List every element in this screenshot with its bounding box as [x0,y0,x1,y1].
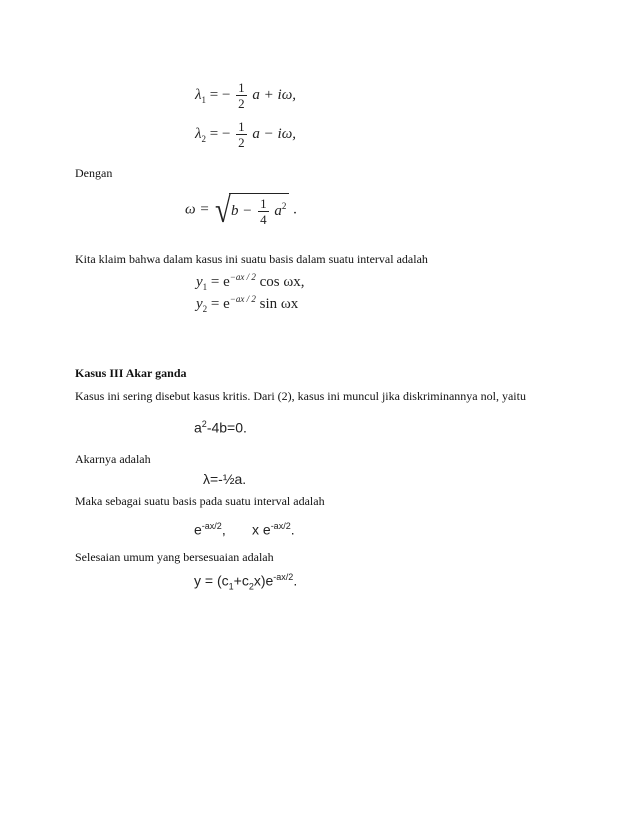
lambda-symbol: λ [195,86,202,103]
exponent: −ax / 2 [229,294,256,304]
text-dengan: Dengan [75,166,113,180]
text-akarnya: Akarnya adalah [75,452,151,466]
omega-lhs: ω = [185,201,210,218]
subscript: 2 [202,304,208,314]
equals-minus: = − [209,125,231,142]
sqrt-expression [213,192,289,228]
term-a: a [274,202,282,219]
fraction-half [236,80,247,111]
sqrt-icon: √ [215,190,232,230]
comma: , [221,521,226,538]
equation-y1 [196,272,305,292]
period: . [293,572,298,589]
numerator: 1 [238,119,245,134]
term-y-c: y = (c [194,572,229,589]
numerator: 1 [238,80,245,95]
equation-discriminant [194,419,247,436]
equals-e: = e [210,296,230,312]
denominator: 2 [238,135,245,150]
denominator: 2 [238,96,245,111]
equation-lambda-1 [195,80,296,111]
y-symbol: y [196,274,203,290]
text-selesaian: Selesaian umum yang bersesuaian adalah [75,550,274,564]
text-kita-klaim: Kita klaim bahwa dalam kasus ini suatu basis dalam suatu interval adalah [75,252,428,266]
equation-omega [185,192,297,228]
denominator: 4 [260,212,267,227]
equation-basis-1 [194,521,226,538]
equation-general-solution [194,572,297,591]
sqrt-body [229,193,289,227]
superscript: 2 [201,419,207,429]
equation-basis-2 [252,521,295,538]
exponent: -ax/2 [273,572,294,582]
numerator: 1 [260,196,267,211]
equation-y2 [196,294,298,314]
equation-root: λ=-½a. [203,471,247,487]
superscript: 2 [281,200,287,211]
rhs-term: a − iω, [252,125,297,142]
disc-rest: -4b=0. [206,419,247,436]
equals-minus: = − [209,86,231,103]
base-e: e [194,521,202,538]
exponent: −ax / 2 [229,272,256,282]
equals-e: = e [210,274,230,290]
rhs-term: a + iω, [252,86,297,103]
period: . [290,521,295,538]
cos-term: cos ωx, [259,274,305,290]
lambda-symbol: λ [195,125,202,142]
y-symbol: y [196,296,203,312]
text-maka: Maka sebagai suatu basis pada suatu interval adalah [75,494,325,508]
subscript-1: 1 [228,581,234,592]
text-kasus-kritis: Kasus ini sering disebut kasus kritis. Dari (2), kasus ini muncul jika diskriminannya nol, yaitu [75,389,526,403]
exponent: -ax/2 [270,521,291,531]
fraction-half [236,119,247,150]
subscript: 1 [202,282,208,292]
subscript: 1 [201,94,206,105]
subscript-2: 2 [248,581,254,592]
term-x-e: x)e [253,572,274,589]
sin-term: sin ωx [259,296,299,312]
period: . [293,201,297,218]
fraction-quarter [258,196,269,227]
term-b: b − [230,202,253,219]
heading-kasus-iii: Kasus III Akar ganda [75,366,187,380]
exponent: -ax/2 [201,521,222,531]
equation-lambda-2 [195,119,296,150]
subscript: 2 [201,133,206,144]
term-xe: x e [252,521,271,538]
base-a: a [194,419,202,436]
term-plus-c: +c [233,572,249,589]
